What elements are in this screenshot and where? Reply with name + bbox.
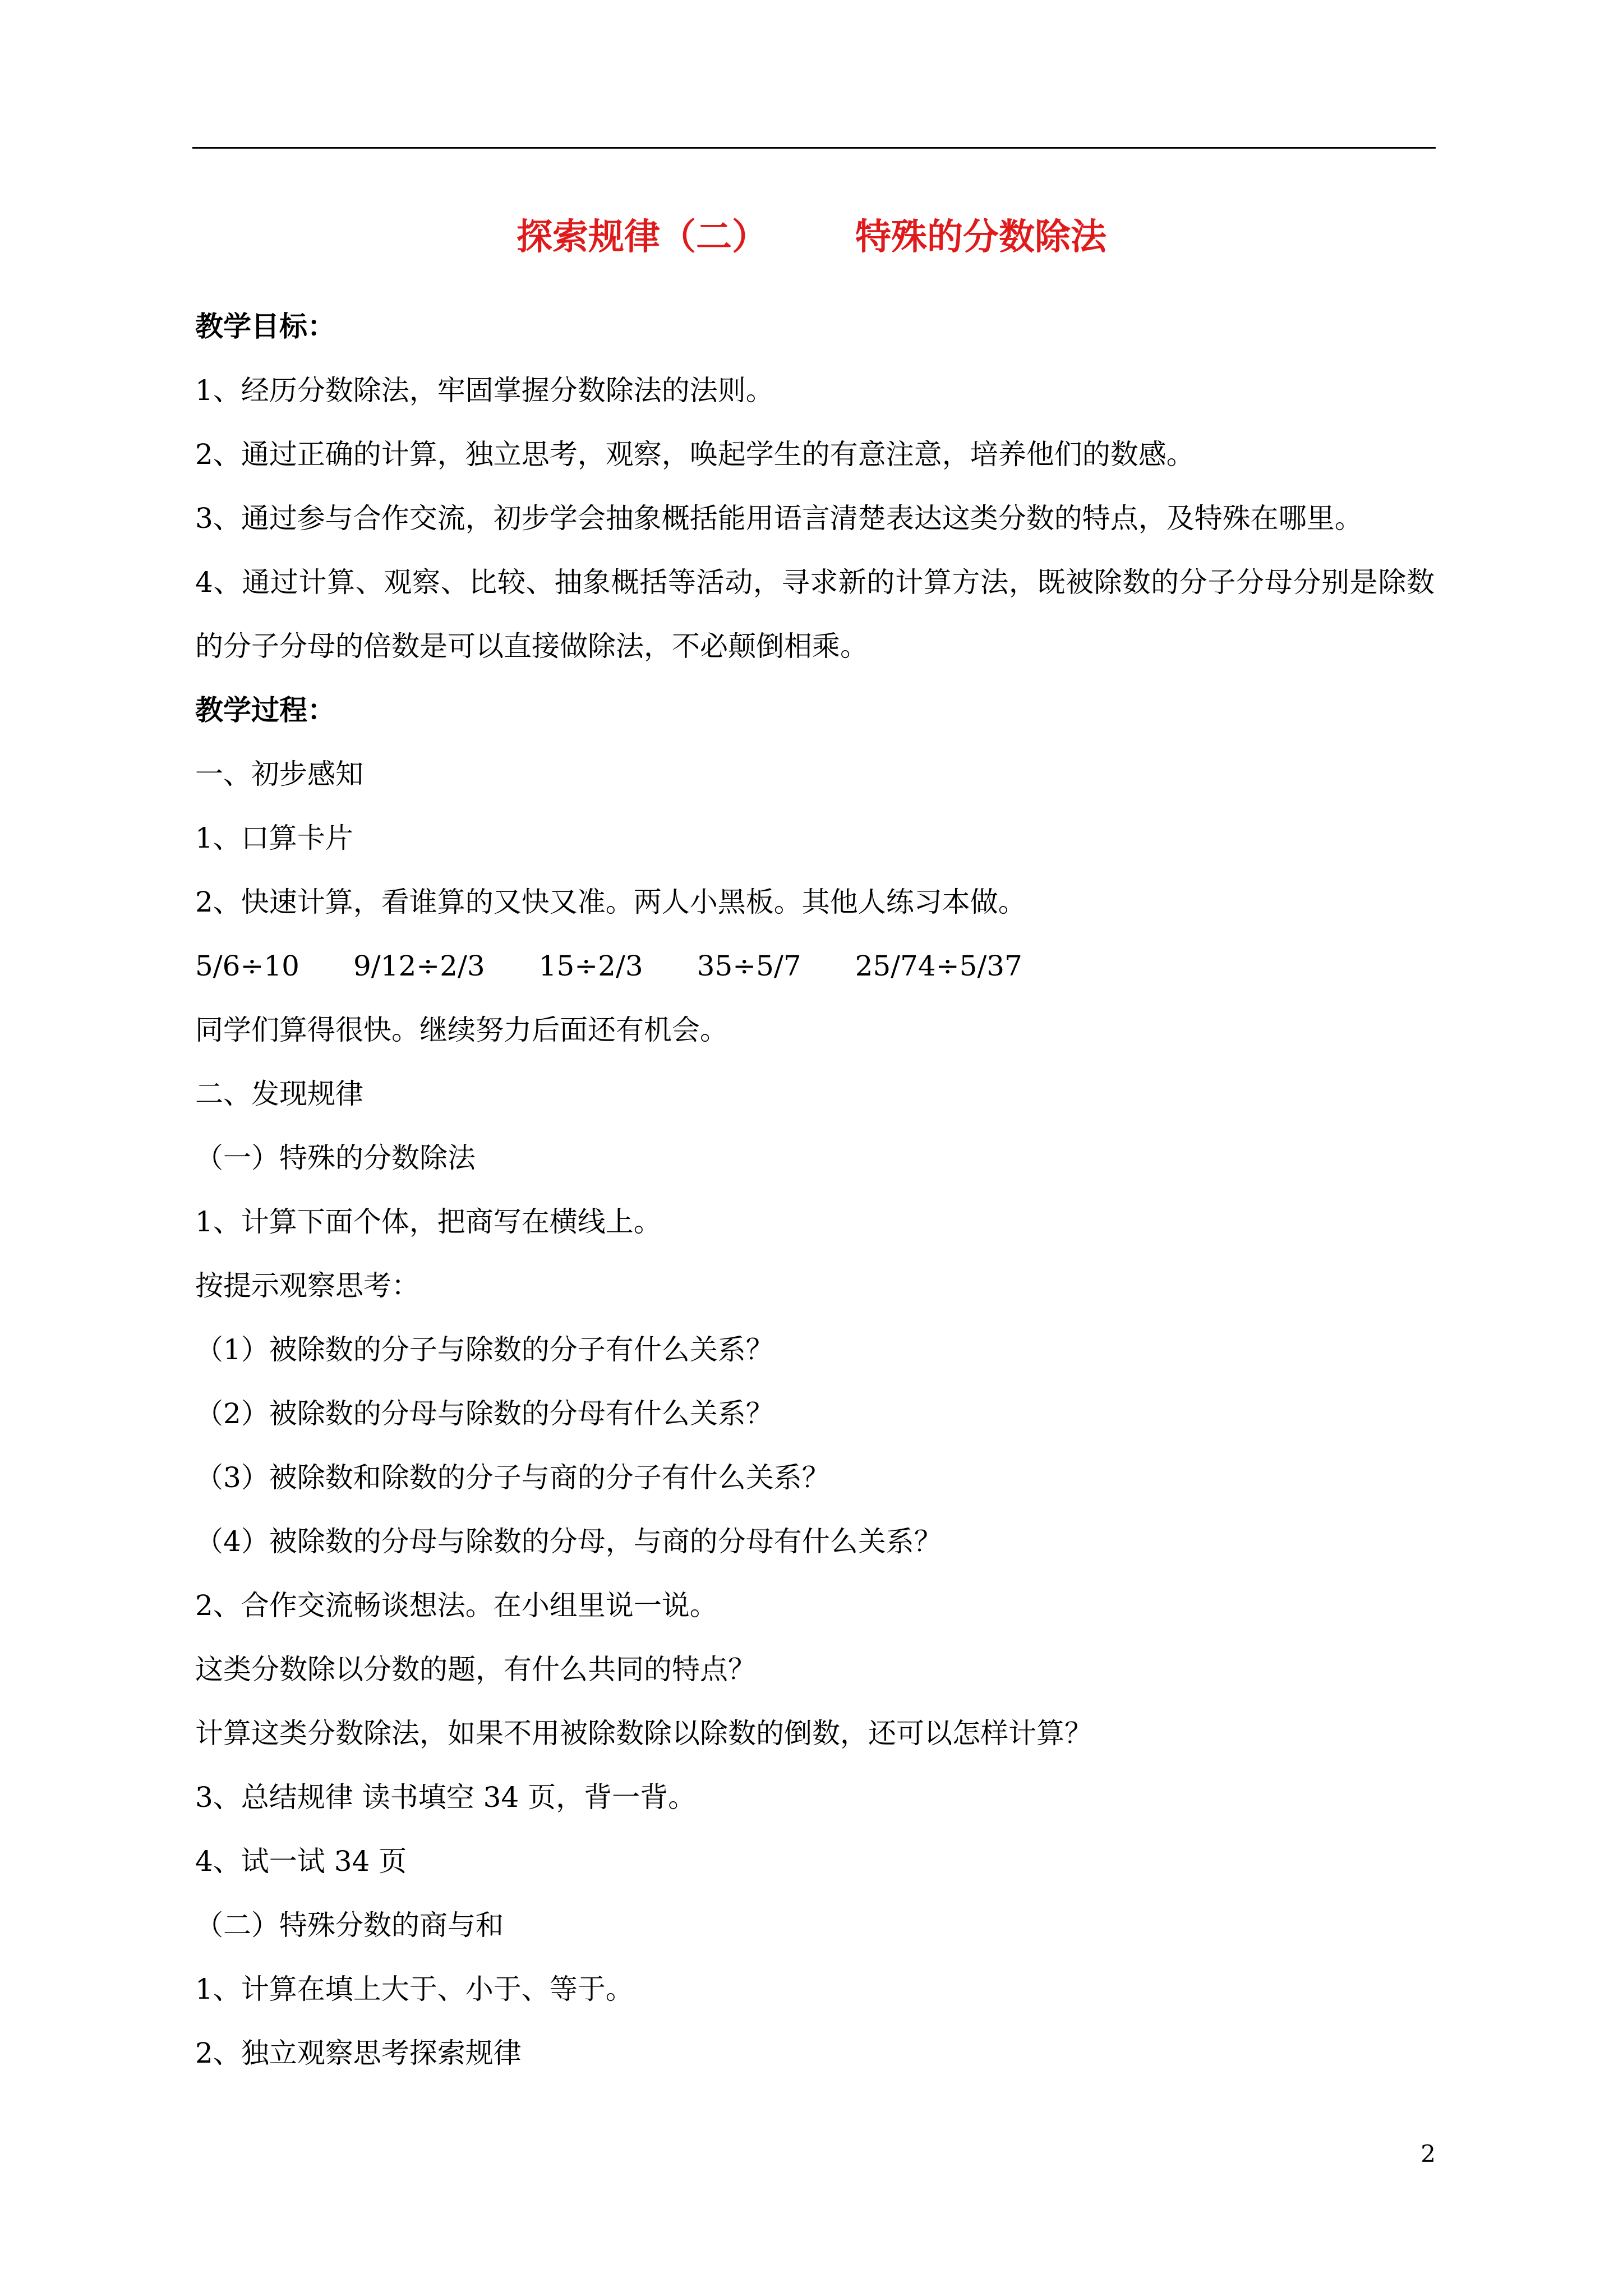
paragraph: 这类分数除以分数的题，有什么共同的特点？ (195, 1653, 756, 1686)
paragraph: 2、独立观察思考探索规律 (195, 2037, 522, 2069)
goal-item: 2、通过正确的计算，独立思考，观察，唤起学生的有意注意，培养他们的数感。 (195, 438, 1195, 471)
document-title: 探索规律（二） 特殊的分数除法 (517, 216, 1106, 258)
paragraph: 2、合作交流畅谈想法。在小组里说一说。 (195, 1589, 718, 1622)
section-heading-goals: 教学目标： (195, 310, 335, 343)
question-item: （2）被除数的分母与除数的分母有什么关系？ (195, 1397, 774, 1430)
exercise-expression: 25/74÷5/37 (855, 950, 1022, 982)
paragraph: 计算这类分数除法，如果不用被除数除以除数的倒数，还可以怎样计算？ (195, 1717, 1092, 1750)
paragraph: （二）特殊分数的商与和 (195, 1909, 504, 1941)
header-rule (192, 147, 1436, 149)
paragraph: 二、发现规律 (195, 1078, 363, 1110)
question-item: （3）被除数和除数的分子与商的分子有什么关系？ (195, 1461, 830, 1494)
exercise-expression: 15÷2/3 (538, 950, 643, 982)
paragraph: 4、试一试 34 页 (195, 1845, 407, 1878)
exercise-expression: 9/12÷2/3 (353, 950, 485, 982)
section-heading-process: 教学过程： (195, 693, 335, 726)
goal-item: 4、通过计算、观察、比较、抽象概括等活动，寻求新的计算方法，既被除数的分子分母分别是除数的分子分母的倍数是可以直接做除法，不必颠倒相乘。 (195, 566, 1435, 662)
page-number: 2 (1421, 2140, 1436, 2168)
question-item: （1）被除数的分子与除数的分子有什么关系？ (195, 1333, 774, 1366)
exercise-expression: 5/6÷10 (195, 950, 299, 982)
paragraph: 按提示观察思考： (195, 1269, 419, 1302)
paragraph: 1、计算在填上大于、小于、等于。 (195, 1973, 634, 2005)
exercise-row (195, 934, 1435, 998)
paragraph: （一）特殊的分数除法 (195, 1142, 476, 1174)
paragraph: 1、计算下面个体，把商写在横线上。 (195, 1205, 662, 1238)
question-item: （4）被除数的分母与除数的分母，与商的分母有什么关系？ (195, 1525, 942, 1558)
goal-item: 3、通过参与合作交流，初步学会抽象概括能用语言清楚表达这类分数的特点，及特殊在哪里。 (195, 502, 1363, 535)
paragraph: 同学们算得很快。继续努力后面还有机会。 (195, 1014, 728, 1046)
goal-item: 1、经历分数除法，牢固掌握分数除法的法则。 (195, 374, 774, 407)
paragraph: 1、口算卡片 (195, 822, 353, 854)
exercise-expression: 35÷5/7 (697, 950, 801, 982)
paragraph: 2、快速计算，看谁算的又快又准。两人小黑板。其他人练习本做。 (195, 886, 1026, 918)
paragraph: 一、初步感知 (195, 758, 363, 790)
paragraph: 3、总结规律 读书填空 34 页，背一背。 (195, 1781, 697, 1814)
document-body (195, 295, 1435, 2085)
